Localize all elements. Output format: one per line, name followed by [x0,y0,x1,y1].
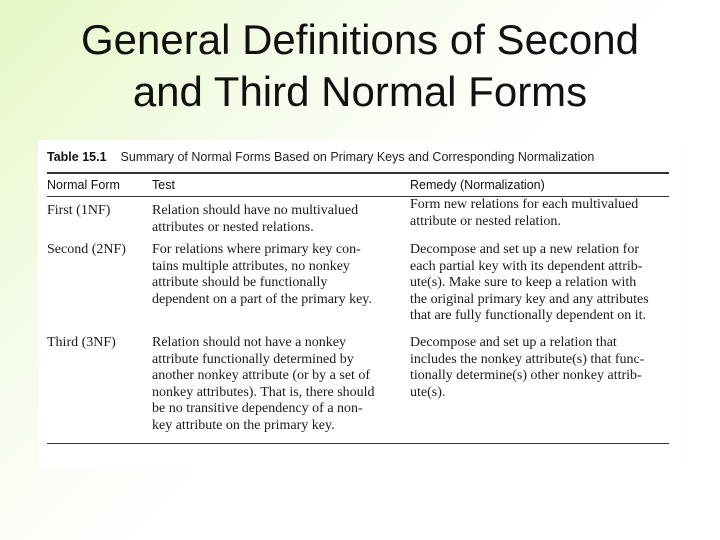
row-1nf-remedy: Form new relations for each multivalued attribute or nested relation. [410,197,639,229]
slide-title-line-2: and Third Normal Forms [132,68,588,115]
row-1nf-test: Relation should have no multivalued attributes or nested relations. [152,203,359,235]
table-caption [47,150,594,164]
row-3nf-remedy: Decompose and set up a relation that includes the nonkey attribute(s) that func- tionally determine(s) other nonkey attrib- ute(s). [410,335,645,400]
table-caption-text: Summary of Normal Forms Based on Primary Keys and Corresponding Normalization [120,150,595,164]
row-2nf-remedy: Decompose and set up a new relation for each partial key with its dependent attrib- ute(s). Make sure to keep a relation with the original primary key and any attributes that are fully functionally dependent on it. [410,242,649,323]
table-bottom-rule [47,443,669,444]
slide-title-line-1: General Definitions of Second [81,16,639,63]
column-header-normal-form: Normal Form [47,178,120,192]
row-2nf-test: For relations where primary key con- tains multiple attributes, no nonkey attribute should be functionally dependent on a part of the primary key. [152,242,372,307]
slide-title [0,14,720,118]
row-3nf-test: Relation should not have a nonkey attribute functionally determined by another nonkey attribute (or by a set of nonkey attributes). That is, there should be no transitive dependency of a non- key attribute on the primary key. [152,335,375,433]
row-1nf-form: First (1NF) [47,203,111,218]
row-3nf-form: Third (3NF) [47,335,116,350]
column-header-test: Test [152,178,175,192]
column-header-remedy: Remedy (Normalization) [410,178,545,192]
table-top-rule [47,172,669,174]
normal-forms-table [38,140,680,468]
table-number: Table 15.1 [47,150,107,164]
row-2nf-form: Second (2NF) [47,242,126,257]
